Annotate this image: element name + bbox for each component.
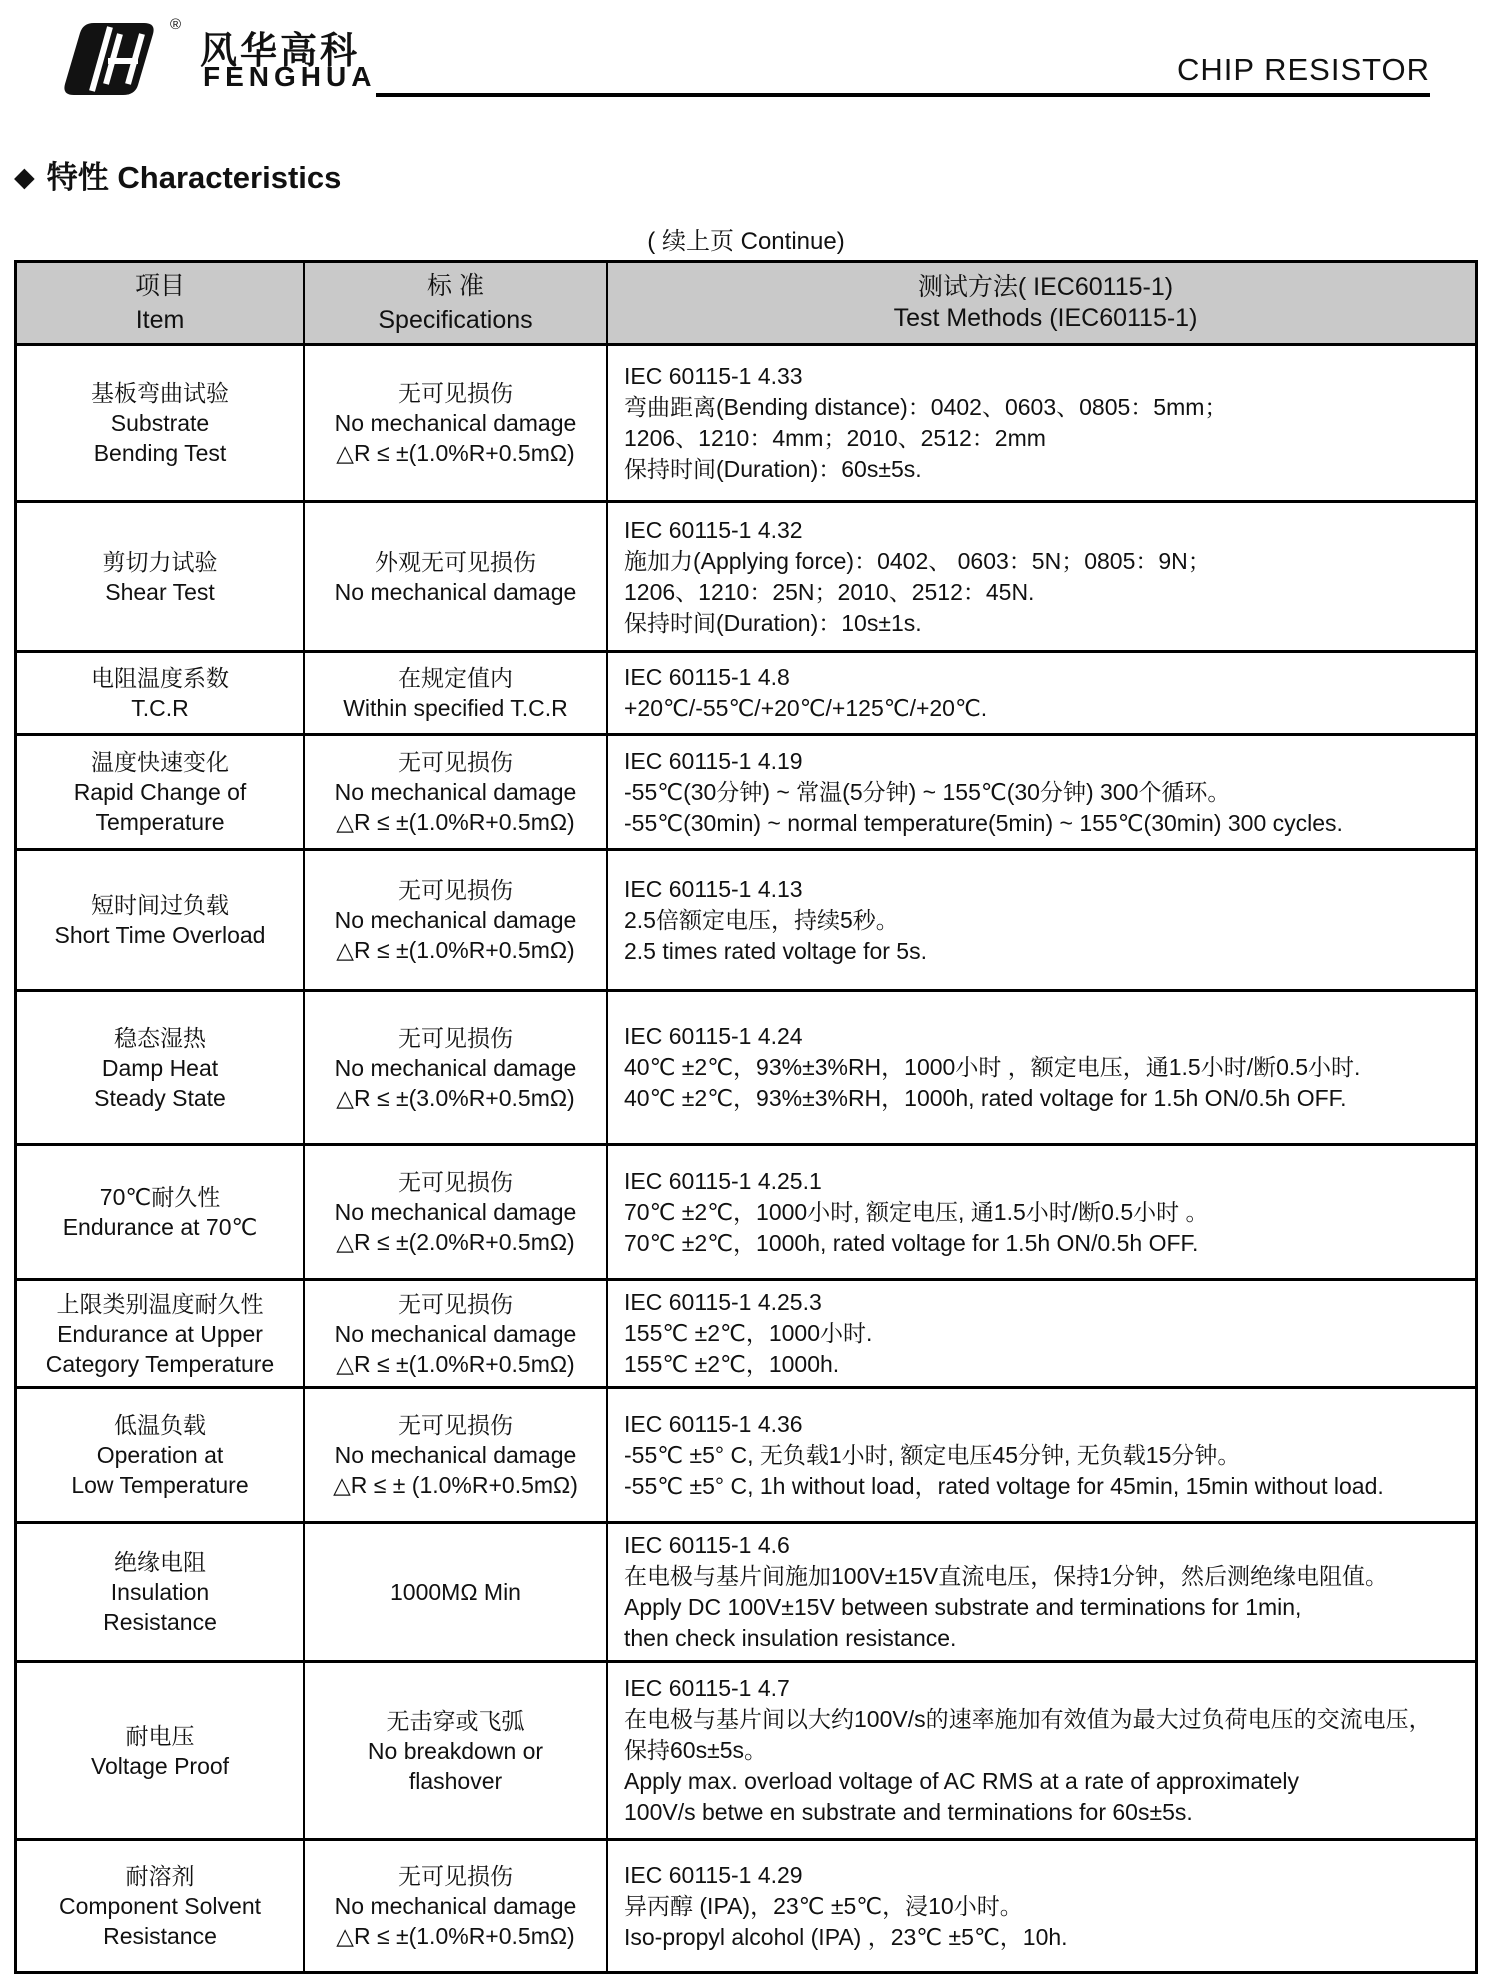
cell-line: 40℃ ±2℃，93%±3%RH，1000h, rated voltage for 1.5h ON/0.5h OFF. bbox=[624, 1085, 1347, 1111]
header-cell-item bbox=[17, 263, 303, 343]
spec-cell bbox=[303, 1524, 606, 1660]
cell-line: Within specified T.C.R bbox=[343, 695, 568, 721]
header-method-cn: 测试方法( IEC60115-1) bbox=[917, 273, 1174, 301]
section-title bbox=[14, 152, 341, 197]
cell-line: 无可见损伤 bbox=[398, 380, 513, 406]
method-cell bbox=[606, 346, 1475, 500]
item-cell bbox=[17, 503, 303, 650]
cell-line: Temperature bbox=[95, 809, 225, 835]
cell-line: No mechanical damage bbox=[334, 779, 577, 805]
cell-line: Resistance bbox=[103, 1609, 217, 1635]
cell-line: Endurance at Upper bbox=[57, 1320, 263, 1347]
top-brand-bar bbox=[0, 0, 1492, 110]
table-row bbox=[17, 1838, 1475, 1971]
cell-line: No mechanical damage bbox=[334, 1893, 577, 1919]
method-cell bbox=[606, 653, 1475, 733]
cell-line: 2.5 times rated voltage for 5s. bbox=[624, 937, 927, 964]
cell-line: No mechanical damage bbox=[334, 1054, 577, 1081]
cell-line: 弯曲距离(Bending distance)：0402、0603、0805：5mm； bbox=[624, 394, 1228, 420]
spec-cell bbox=[303, 992, 606, 1143]
cell-line: 1206、1210：25N；2010、2512：45N. bbox=[624, 578, 1035, 605]
cell-line: Low Temperature bbox=[71, 1472, 249, 1498]
cell-line: Resistance bbox=[103, 1923, 217, 1949]
method-cell bbox=[606, 992, 1475, 1143]
spec-cell bbox=[303, 1146, 606, 1278]
brand-name-en: FENGHUA bbox=[203, 61, 377, 92]
cell-line: Steady State bbox=[94, 1084, 226, 1111]
table-row bbox=[17, 989, 1475, 1143]
spec-cell bbox=[303, 736, 606, 848]
cell-line: Apply max. overload voltage of AC RMS at a rate of approximately bbox=[624, 1768, 1299, 1794]
cell-line: No mechanical damage bbox=[334, 578, 577, 605]
cell-line: 保持60s±5s。 bbox=[624, 1737, 767, 1763]
cell-line: IEC 60115-1 4.19 bbox=[624, 747, 803, 774]
cell-line: -55℃(30min) ~ normal temperature(5min) ~ 155℃(30min) 300 cycles. bbox=[624, 809, 1343, 836]
header-item-cn: 项目 bbox=[134, 272, 185, 300]
table-row bbox=[17, 343, 1475, 500]
spec-cell bbox=[303, 653, 606, 733]
cell-line: 40℃ ±2℃，93%±3%RH，1000小时 ，额定电压，通1.5小时/断0.5小时. bbox=[624, 1054, 1361, 1080]
cell-line: Short Time Overload bbox=[54, 922, 266, 948]
cell-line: 2.5倍额定电压，持续5秒。 bbox=[624, 906, 899, 933]
cell-line: T.C.R bbox=[131, 695, 189, 721]
cell-line: 绝缘电阻 bbox=[114, 1549, 206, 1575]
cell-line: +20℃/-55℃/+20℃/+125℃/+20℃. bbox=[624, 695, 988, 721]
cell-line: 剪切力试验 bbox=[102, 548, 218, 575]
method-cell bbox=[606, 736, 1475, 848]
header-cell-specifications bbox=[303, 263, 606, 343]
cell-line: IEC 60115-1 4.8 bbox=[624, 664, 790, 690]
cell-line: 短时间过负载 bbox=[91, 892, 229, 918]
cell-line: 70℃ ±2℃，1000h, rated voltage for 1.5h ON/0.5h OFF. bbox=[624, 1229, 1199, 1256]
table-header-row bbox=[17, 263, 1475, 343]
cell-line: 上限类别温度耐久性 bbox=[56, 1290, 264, 1317]
cell-line: 70℃耐久性 bbox=[99, 1184, 221, 1210]
spec-cell bbox=[303, 346, 606, 500]
method-cell bbox=[606, 1389, 1475, 1521]
cell-line: 无可见损伤 bbox=[398, 749, 513, 775]
cell-line: -55℃ ±5° C, 无负载1小时, 额定电压45分钟, 无负载15分钟。 bbox=[624, 1441, 1241, 1468]
item-cell bbox=[17, 992, 303, 1143]
continue-note: ( 续上页 Continue) bbox=[647, 228, 845, 255]
cell-line: No breakdown or bbox=[367, 1737, 544, 1764]
cell-line: IEC 60115-1 4.29 bbox=[624, 1861, 803, 1888]
cell-line: Iso-propyl alcohol (IPA) ，23℃ ±5℃，10h. bbox=[624, 1923, 1068, 1950]
cell-line: 无可见损伤 bbox=[398, 1412, 513, 1438]
characteristics-table bbox=[14, 260, 1478, 1974]
table-row bbox=[17, 1143, 1475, 1278]
table-row bbox=[17, 733, 1475, 848]
cell-line: No mechanical damage bbox=[334, 907, 577, 933]
cell-line: △R ≤ ±(1.0%R+0.5mΩ) bbox=[336, 1923, 575, 1949]
method-cell bbox=[606, 1146, 1475, 1278]
cell-line: IEC 60115-1 4.33 bbox=[624, 363, 803, 389]
registered-trademark-icon: ® bbox=[170, 16, 182, 33]
item-cell bbox=[17, 653, 303, 733]
cell-line: IEC 60115-1 4.6 bbox=[624, 1532, 790, 1558]
cell-line: 稳态湿热 bbox=[114, 1024, 206, 1051]
item-cell bbox=[17, 1663, 303, 1838]
cell-line: Insulation bbox=[110, 1579, 210, 1605]
cell-line: No mechanical damage bbox=[334, 1320, 577, 1347]
cell-line: 在规定值内 bbox=[398, 665, 513, 691]
cell-line: Substrate bbox=[110, 410, 210, 436]
cell-line: Bending Test bbox=[93, 440, 227, 466]
header-spec-cn: 标 准 bbox=[427, 272, 484, 300]
cell-line: 外观无可见损伤 bbox=[375, 548, 536, 575]
cell-line: 无可见损伤 bbox=[398, 1863, 513, 1889]
cell-line: No mechanical damage bbox=[334, 1199, 577, 1225]
item-cell bbox=[17, 1146, 303, 1278]
table-row bbox=[17, 1278, 1475, 1386]
item-cell bbox=[17, 1389, 303, 1521]
cell-line: 155℃ ±2℃，1000小时. bbox=[624, 1320, 873, 1346]
cell-line: 耐溶剂 bbox=[125, 1863, 195, 1889]
cell-line: Category Temperature bbox=[45, 1350, 275, 1377]
cell-line: 温度快速变化 bbox=[91, 749, 229, 775]
cell-line: 施加力(Applying force)：0402、 0603：5N；0805：9N； bbox=[624, 547, 1211, 574]
cell-line: 无击穿或飞弧 bbox=[386, 1707, 525, 1734]
header-spec-en: Specifications bbox=[378, 306, 533, 334]
cell-line: 耐电压 bbox=[125, 1722, 195, 1749]
table-row bbox=[17, 650, 1475, 733]
cell-line: IEC 60115-1 4.25.3 bbox=[624, 1289, 822, 1315]
cell-line: IEC 60115-1 4.36 bbox=[624, 1410, 803, 1437]
table-row bbox=[17, 1521, 1475, 1660]
item-cell bbox=[17, 736, 303, 848]
cell-line: Component Solvent bbox=[58, 1893, 261, 1919]
cell-line: -55℃(30分钟) ~ 常温(5分钟) ~ 155℃(30分钟) 300个循环。 bbox=[624, 778, 1231, 805]
cell-line: 在电极与基片间施加100V±15V直流电压，保持1分钟，然后测绝缘电阻值。 bbox=[624, 1563, 1389, 1589]
cell-line: 70℃ ±2℃，1000小时, 额定电压, 通1.5小时/断0.5小时 。 bbox=[624, 1198, 1209, 1225]
table-row bbox=[17, 500, 1475, 650]
table-row bbox=[17, 848, 1475, 989]
cell-line: 1206、1210：4mm；2010、2512：2mm bbox=[624, 425, 1046, 451]
cell-line: Damp Heat bbox=[101, 1054, 219, 1081]
cell-line: Shear Test bbox=[105, 578, 215, 605]
header-rule bbox=[376, 93, 1430, 97]
cell-line: 电阻温度系数 bbox=[91, 665, 229, 691]
item-cell bbox=[17, 1281, 303, 1386]
cell-line: 异丙醇 (IPA)，23℃ ±5℃，浸10小时。 bbox=[624, 1892, 1023, 1919]
cell-line: Apply DC 100V±15V between substrate and terminations for 1min, bbox=[624, 1594, 1302, 1620]
cell-line: △R ≤ ±(3.0%R+0.5mΩ) bbox=[336, 1084, 575, 1111]
method-cell bbox=[606, 503, 1475, 650]
cell-line: flashover bbox=[408, 1767, 503, 1794]
cell-line: 无可见损伤 bbox=[398, 1169, 513, 1195]
method-cell bbox=[606, 1841, 1475, 1971]
cell-line: IEC 60115-1 4.25.1 bbox=[624, 1167, 822, 1194]
cell-line: No mechanical damage bbox=[334, 1442, 577, 1468]
cell-line: △R ≤ ±(1.0%R+0.5mΩ) bbox=[336, 440, 575, 466]
cell-line: No mechanical damage bbox=[334, 410, 577, 436]
item-cell bbox=[17, 346, 303, 500]
cell-line: 无可见损伤 bbox=[398, 1290, 513, 1317]
cell-line: 无可见损伤 bbox=[398, 877, 513, 903]
diamond-bullet-icon: ◆ bbox=[14, 162, 35, 192]
spec-cell bbox=[303, 851, 606, 989]
spec-cell bbox=[303, 1389, 606, 1521]
cell-line: 155℃ ±2℃，1000h. bbox=[624, 1351, 840, 1377]
cell-line: IEC 60115-1 4.24 bbox=[624, 1023, 803, 1049]
fenghua-logo-icon bbox=[64, 22, 164, 101]
table-row bbox=[17, 1386, 1475, 1521]
section-title-text: 特性 Characteristics bbox=[46, 160, 342, 195]
cell-line: 1000MΩ Min bbox=[390, 1579, 521, 1605]
header-cell-test-methods bbox=[606, 263, 1475, 343]
spec-cell bbox=[303, 1841, 606, 1971]
cell-line: 保持时间(Duration)：60s±5s. bbox=[624, 456, 922, 482]
cell-line: △R ≤ ±(2.0%R+0.5mΩ) bbox=[336, 1229, 575, 1255]
method-cell bbox=[606, 851, 1475, 989]
header-method-en: Test Methods (IEC60115-1) bbox=[893, 304, 1198, 332]
cell-line: Rapid Change of bbox=[73, 779, 247, 805]
item-cell bbox=[17, 851, 303, 989]
cell-line: Endurance at 70℃ bbox=[62, 1214, 258, 1240]
method-cell bbox=[606, 1524, 1475, 1660]
table-body bbox=[17, 343, 1475, 1971]
cell-line: 低温负载 bbox=[114, 1412, 206, 1438]
cell-line: 100V/s betwe en substrate and terminations for 60s±5s. bbox=[624, 1799, 1193, 1825]
method-cell bbox=[606, 1281, 1475, 1386]
cell-line: 基板弯曲试验 bbox=[91, 380, 229, 406]
cell-line: △R ≤ ±(1.0%R+0.5mΩ) bbox=[336, 1350, 575, 1377]
cell-line: △R ≤ ± (1.0%R+0.5mΩ) bbox=[333, 1472, 578, 1498]
cell-line: 在电极与基片间以大约100V/s的速率施加有效值为最大过负荷电压的交流电压， bbox=[624, 1706, 1432, 1732]
header-item-en: Item bbox=[135, 306, 185, 334]
item-cell bbox=[17, 1841, 303, 1971]
cell-line: IEC 60115-1 4.7 bbox=[624, 1675, 790, 1701]
cell-line: Operation at bbox=[96, 1442, 224, 1468]
cell-line: 无可见损伤 bbox=[398, 1024, 513, 1051]
brand-name-cn: 风华高科 bbox=[200, 30, 360, 71]
product-title: CHIP RESISTOR bbox=[1176, 52, 1430, 87]
method-cell bbox=[606, 1663, 1475, 1838]
spec-cell bbox=[303, 1281, 606, 1386]
cell-line: Voltage Proof bbox=[90, 1752, 230, 1779]
item-cell bbox=[17, 1524, 303, 1660]
cell-line: IEC 60115-1 4.13 bbox=[624, 875, 803, 902]
cell-line: then check insulation resistance. bbox=[624, 1625, 957, 1651]
cell-line: 保持时间(Duration)：10s±1s. bbox=[624, 609, 922, 636]
cell-line: △R ≤ ±(1.0%R+0.5mΩ) bbox=[336, 937, 575, 963]
spec-cell bbox=[303, 1663, 606, 1838]
cell-line: IEC 60115-1 4.32 bbox=[624, 516, 803, 543]
cell-line: △R ≤ ±(1.0%R+0.5mΩ) bbox=[336, 809, 575, 835]
spec-cell bbox=[303, 503, 606, 650]
table-row bbox=[17, 1660, 1475, 1838]
cell-line: -55℃ ±5° C, 1h without load，rated voltage for 45min, 15min without load. bbox=[624, 1472, 1384, 1499]
